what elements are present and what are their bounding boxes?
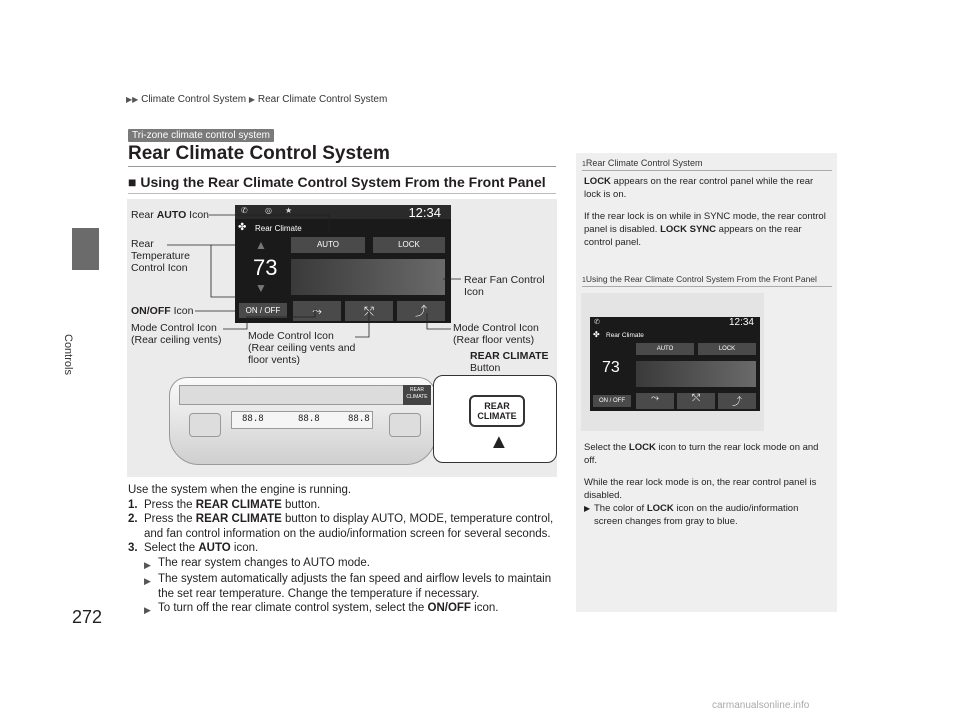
- breadcrumb-part2[interactable]: Rear Climate Control System: [257, 94, 388, 105]
- fav-icon[interactable]: ★: [285, 206, 293, 215]
- arrow-icon: ▶: [584, 504, 591, 513]
- step-text-bold: REAR CLIMATE: [195, 513, 282, 525]
- arrow-icon: ▶: [144, 605, 151, 615]
- callout-text: Control Icon: [131, 262, 188, 274]
- mini-phone-icon[interactable]: ✆: [594, 319, 600, 326]
- display-mid: 88.8: [298, 414, 320, 424]
- fan-icon: ✤: [238, 222, 247, 233]
- press-arrow-icon: ▲: [489, 431, 509, 453]
- callout-text: Mode Control Icon: [248, 330, 334, 342]
- page-number: 272: [72, 607, 103, 627]
- section-divider: [128, 193, 556, 194]
- mini-mode-both-button[interactable]: ⤲: [677, 393, 715, 409]
- note-text: icon to turn the rear lock mode on and off.: [584, 442, 819, 466]
- rear-climate-label: Rear Climate: [255, 224, 302, 233]
- callout-text: Icon: [186, 209, 210, 221]
- intro: Use the system when the engine is running.: [128, 484, 352, 496]
- breadcrumb-arrow-icon: ▶: [248, 95, 256, 104]
- mini-lock-button[interactable]: LOCK: [698, 343, 756, 355]
- mini-fan-level-bar[interactable]: [636, 361, 756, 387]
- note-text: While the rear lock mode is on, the rear control panel is disabled.: [584, 477, 817, 501]
- mini-onoff-button[interactable]: ON / OFF: [593, 395, 631, 407]
- note-text-bold: LOCK: [628, 442, 656, 453]
- sidebar-note-1: [584, 175, 829, 249]
- instructions: [128, 483, 558, 618]
- lock-button[interactable]: LOCK: [373, 237, 445, 253]
- sidebar-notes: [576, 153, 837, 612]
- substep-text: The system automatically adjusts the fan speed and airflow levels to maintain the set rear temperature. Change the temperature if necessary.: [158, 573, 552, 600]
- zoom-rear-climate-button[interactable]: [469, 395, 525, 427]
- mini-mode-floor-button[interactable]: ⤴: [718, 393, 756, 409]
- callout-text: Rear: [131, 238, 154, 250]
- step-number: 2.: [128, 513, 138, 525]
- callout-text: Icon: [170, 305, 194, 317]
- arrow-icon: ▶: [144, 559, 151, 570]
- substep-2: [128, 572, 558, 601]
- sidebar-heading-2: [582, 274, 817, 284]
- callout-text: Button: [470, 362, 501, 374]
- substep-text: To turn off the rear climate control system, select the: [158, 602, 428, 614]
- note-text: appears on the rear control panel while the rear lock is on.: [584, 176, 814, 200]
- note-icon: 1: [582, 161, 586, 168]
- note-text-bold: LOCK: [584, 176, 611, 187]
- zoom-button-text: REAR: [484, 401, 510, 411]
- chapter-label: Controls: [62, 334, 74, 375]
- section-heading-text: Using the Rear Climate Control System From the Front Panel: [140, 174, 546, 190]
- mini-rear-climate-label: Rear Climate: [606, 332, 644, 339]
- display-right: 88.8: [348, 414, 370, 424]
- auto-button[interactable]: AUTO: [291, 237, 365, 253]
- substep-text: The rear system changes to AUTO mode.: [158, 556, 370, 569]
- callout-text: Temperature: [131, 250, 190, 262]
- title-divider: [128, 166, 556, 167]
- step-2: [128, 512, 558, 541]
- note-text: If the rear lock is on while in SYNC mode, the rear control panel is disabled.: [584, 211, 826, 235]
- callout-text-bold: ON/OFF: [131, 305, 171, 317]
- breadcrumb-arrow-icon: ▶▶: [126, 95, 139, 104]
- callout-text: Icon: [464, 286, 484, 298]
- clock: 12:34: [408, 205, 441, 220]
- note-text: appears on the rear control panel.: [584, 224, 802, 248]
- substep-text: icon.: [470, 602, 499, 614]
- onoff-button[interactable]: ON / OFF: [239, 303, 287, 318]
- figure: [127, 199, 557, 477]
- sidebar-heading-1: [582, 158, 702, 168]
- breadcrumb: [126, 94, 387, 105]
- mini-fan-icon: ✤: [593, 330, 600, 339]
- substep-1: [128, 556, 558, 573]
- arrow-icon: ▶: [144, 576, 151, 586]
- step-3: [128, 541, 558, 556]
- display-left: 88.8: [242, 414, 264, 424]
- step-text: Select the: [144, 542, 199, 554]
- nav-icon[interactable]: ◎: [265, 206, 272, 215]
- chapter-tab: [72, 228, 99, 270]
- callout-text: (Rear ceiling vents and: [248, 342, 356, 354]
- panel-button-text: CLIMATE: [406, 394, 428, 400]
- step-text-bold: REAR CLIMATE: [195, 498, 282, 511]
- page-title: Rear Climate Control System: [128, 143, 390, 164]
- temp-value: 73: [253, 255, 278, 280]
- note-text: The color of: [594, 503, 647, 514]
- zoom-button-text: CLIMATE: [477, 411, 517, 421]
- step-number: 3.: [128, 542, 138, 554]
- note-text-bold: LOCK: [646, 503, 674, 514]
- section-square-icon: ■: [128, 174, 137, 190]
- substep-3: [128, 601, 558, 618]
- note-text-bold: LOCK SYNC: [660, 224, 717, 235]
- step-text: icon.: [230, 542, 259, 554]
- mode-ceiling-button[interactable]: ⤳: [293, 301, 341, 321]
- panel-right-knob[interactable]: [389, 413, 421, 437]
- panel-rear-climate-small[interactable]: [403, 385, 431, 405]
- mode-both-button[interactable]: ⤲: [345, 301, 393, 321]
- sidebar-divider: [582, 286, 832, 287]
- step-text: button.: [281, 498, 321, 511]
- step-text: Press the: [144, 498, 196, 511]
- temp-up-icon[interactable]: ▲: [255, 238, 267, 252]
- panel-left-knob[interactable]: [189, 413, 221, 437]
- callout-text: Mode Control Icon: [453, 322, 539, 334]
- panel-buttons-row: [179, 385, 431, 405]
- feature-tag: Tri-zone climate control system: [128, 129, 274, 142]
- step-text-bold: AUTO: [198, 542, 231, 554]
- mini-audio-screen: [590, 317, 760, 411]
- callout-text: (Rear ceiling vents): [131, 334, 222, 346]
- callout-text: Rear: [131, 209, 157, 221]
- note-text: Select the: [584, 442, 629, 453]
- temp-down-icon[interactable]: ▼: [255, 281, 267, 295]
- mini-auto-button[interactable]: AUTO: [636, 343, 694, 355]
- step-1: [128, 498, 558, 513]
- callout-text: Rear Fan Control: [464, 274, 545, 286]
- callout-text-bold: AUTO: [156, 209, 187, 221]
- sidebar-note-2: [584, 441, 829, 528]
- phone-icon[interactable]: ✆: [241, 206, 248, 215]
- mini-temp-value: 73: [602, 359, 620, 376]
- callout-text: floor vents): [248, 354, 300, 366]
- step-text: button to display AUTO, MODE, temperature control, and fan control information on the audio/information screen for several seconds.: [144, 513, 554, 540]
- mini-mode-ceiling-button[interactable]: ⤳: [636, 393, 674, 409]
- substep-text-bold: ON/OFF: [427, 602, 471, 614]
- sidebar-heading-text: Rear Climate Control System: [585, 158, 703, 168]
- sidebar-heading-text: Using the Rear Climate Control System From the Front Panel: [585, 274, 817, 284]
- callout-text: REAR CLIMATE: [470, 350, 549, 362]
- mode-floor-button[interactable]: ⤴: [397, 301, 445, 321]
- breadcrumb-part1[interactable]: Climate Control System: [141, 94, 247, 105]
- panel-display: [231, 411, 373, 429]
- callout-text: Mode Control Icon: [131, 322, 217, 334]
- sidebar-divider: [582, 170, 832, 171]
- panel-button-text: REAR: [410, 387, 424, 393]
- step-number: 1.: [128, 498, 138, 511]
- callout-text: (Rear floor vents): [453, 334, 535, 346]
- section-heading: [128, 174, 546, 190]
- note-text: icon on the audio/information screen changes from gray to blue.: [594, 503, 799, 527]
- note-icon: 1: [582, 277, 586, 284]
- watermark: carmanualsonline.info: [712, 700, 810, 711]
- step-text: Press the: [144, 513, 196, 525]
- mini-clock: 12:34: [728, 317, 754, 328]
